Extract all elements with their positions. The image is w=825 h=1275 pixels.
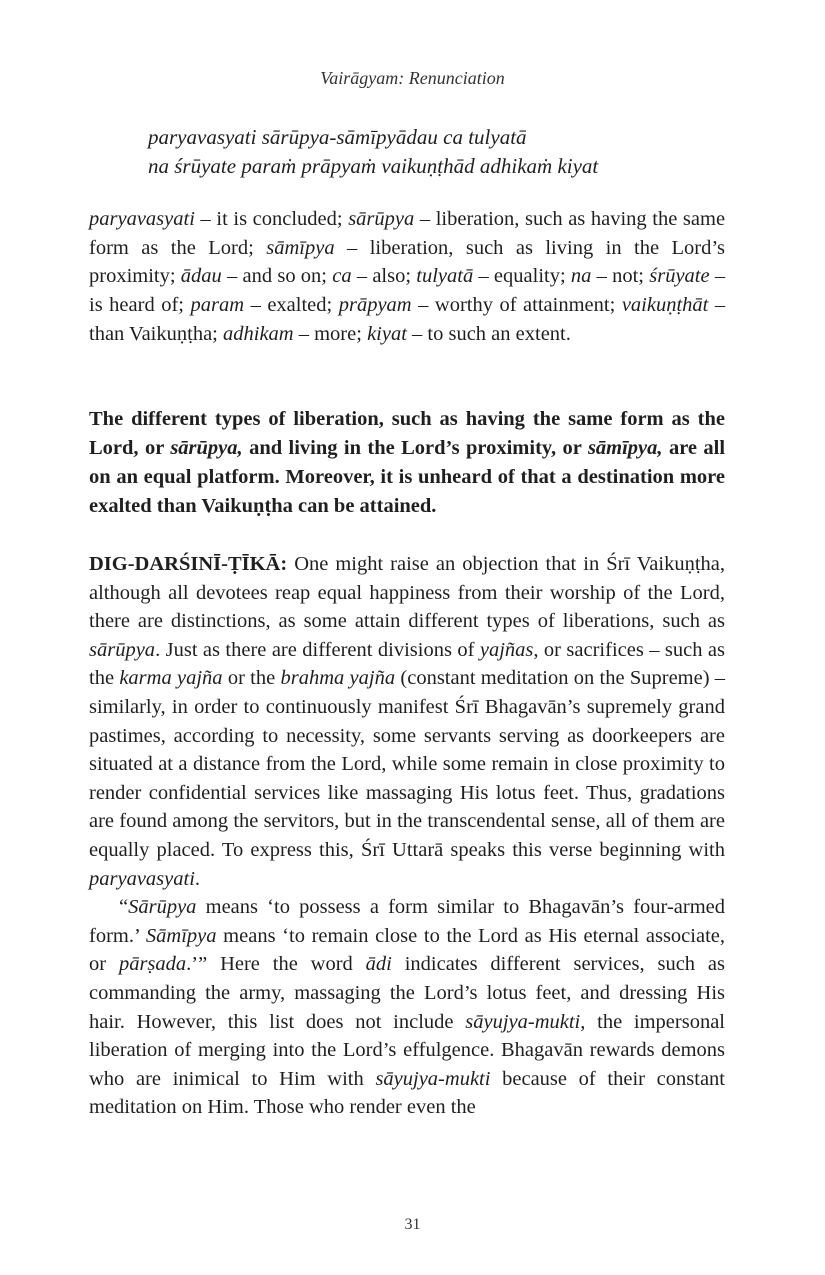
synonym-word: param	[190, 294, 245, 317]
verse-line: na śrūyate paraṁ prāpyaṁ vaikuṇṭhād adhikaṁ kiyat	[148, 154, 599, 178]
running-header: Vairāgyam: Renunciation	[320, 68, 505, 88]
synonym-word: adhikam	[223, 322, 294, 345]
verse-translation: The different types of liberation, such as having the same form as the Lord, or sārūpya, and living in the Lord’s proximity, or sāmīpya, are all on an equal platform. Moreover, it is unheard of that a destination more exalted than Vaikuṇṭha can be attained.	[89, 408, 726, 517]
synonym-word: na	[570, 265, 592, 288]
page-number: 31	[404, 1216, 421, 1233]
synonym-meaning: more;	[314, 322, 362, 345]
synonym-word: vaikuṇṭhāt	[621, 294, 709, 317]
synonym-word: śrūyate	[649, 265, 710, 288]
commentary-paragraph: DIG-DARŚINĪ-ṬĪKĀ: One might raise an objection that in Śrī Vaikuṇṭha, although all devotees reap equal happiness from their worship of the Lord, there are distinctions, as some attain different types of liberations, such as sārūpya. Just as there are different divisions of yajñas, or sacrifices – such as the karma yajña or the brahma yajña (constant meditation on the Supreme) – similarly, in order to continuously manifest Śrī Bhagavān’s supremely grand pastimes, according to necessity, some servants serving as doorkeepers are situated at a distance from the Lord, while some remain in close proximity to render confidential services like massaging His lotus feet. Thus, gradations are found among the servitors, but in the transcendental sense, all of them are equally placed. To express this, Śrī Uttarā speaks this verse beginning with paryavasyati.	[89, 553, 726, 890]
synonym-meaning: equality;	[493, 265, 566, 288]
synonym-word: kiyat	[367, 322, 407, 345]
synonym-meaning: than Vaikuṇṭha;	[89, 322, 218, 345]
synonym-meaning: liberation, such as living in the Lord’s proximity;	[89, 236, 726, 288]
synonym-meaning: and so on;	[242, 265, 327, 288]
sanskrit-verse	[148, 123, 768, 181]
synonym-meaning: exalted;	[267, 294, 333, 317]
synonym-word: paryavasyati	[89, 208, 195, 230]
synonym-meaning: liberation, such as having the same form as the Lord;	[89, 208, 726, 259]
verse-line: paryavasyati sārūpya-sāmīpyādau ca tulyatā	[148, 125, 527, 149]
synonym-word: ādau	[180, 265, 222, 288]
synonym-meaning: is heard of;	[89, 294, 184, 317]
synonym-word: tulyatā	[416, 265, 474, 288]
synonym-meaning: to such an extent.	[427, 322, 571, 345]
commentary-label: DIG-DARŚINĪ-ṬĪKĀ:	[89, 553, 288, 575]
synonym-meaning: it is concluded;	[216, 208, 343, 230]
synonym-meaning: worthy of attainment;	[434, 294, 616, 317]
synonym-word: ca	[332, 265, 352, 288]
synonym-word: prāpyam	[338, 294, 412, 317]
synonym-word: sāmīpya	[266, 236, 335, 259]
synonym-meaning: also;	[372, 265, 412, 288]
word-for-word-synonyms: paryavasyati – it is concluded; sārūpya – liberation, such as having the same form as the Lord; sāmīpya – liberation, such as living in the Lord’s proximity; ādau – and so on; ca – also; tulyatā – equality; na – not; śrūyate – is heard of; param – exalted; prāpyam – worthy of attainment; vaikuṇṭhāt – than Vaikuṇṭha; adhikam – more; kiyat – to such an extent.	[89, 208, 726, 345]
commentary-paragraph: “Sārūpya means ‘to possess a form similar to Bhagavān’s four-armed form.’ Sāmīpya means ‘to remain close to the Lord as His eternal associate, or pārṣada.’” Here the word ādi indicates different services, such as commanding the army, massaging the Lord’s lotus feet, and dressing His hair. However, this list does not include sāyujya-mukti, the impersonal liberation of merging into the Lord’s effulgence. Bhagavān rewards demons who are inimical to Him with sāyujya-mukti because of their constant meditation on Him. Those who render even the	[89, 896, 726, 1119]
synonym-word: sārūpya	[348, 208, 415, 230]
commentary	[89, 550, 725, 1122]
synonym-meaning: not;	[612, 265, 645, 288]
